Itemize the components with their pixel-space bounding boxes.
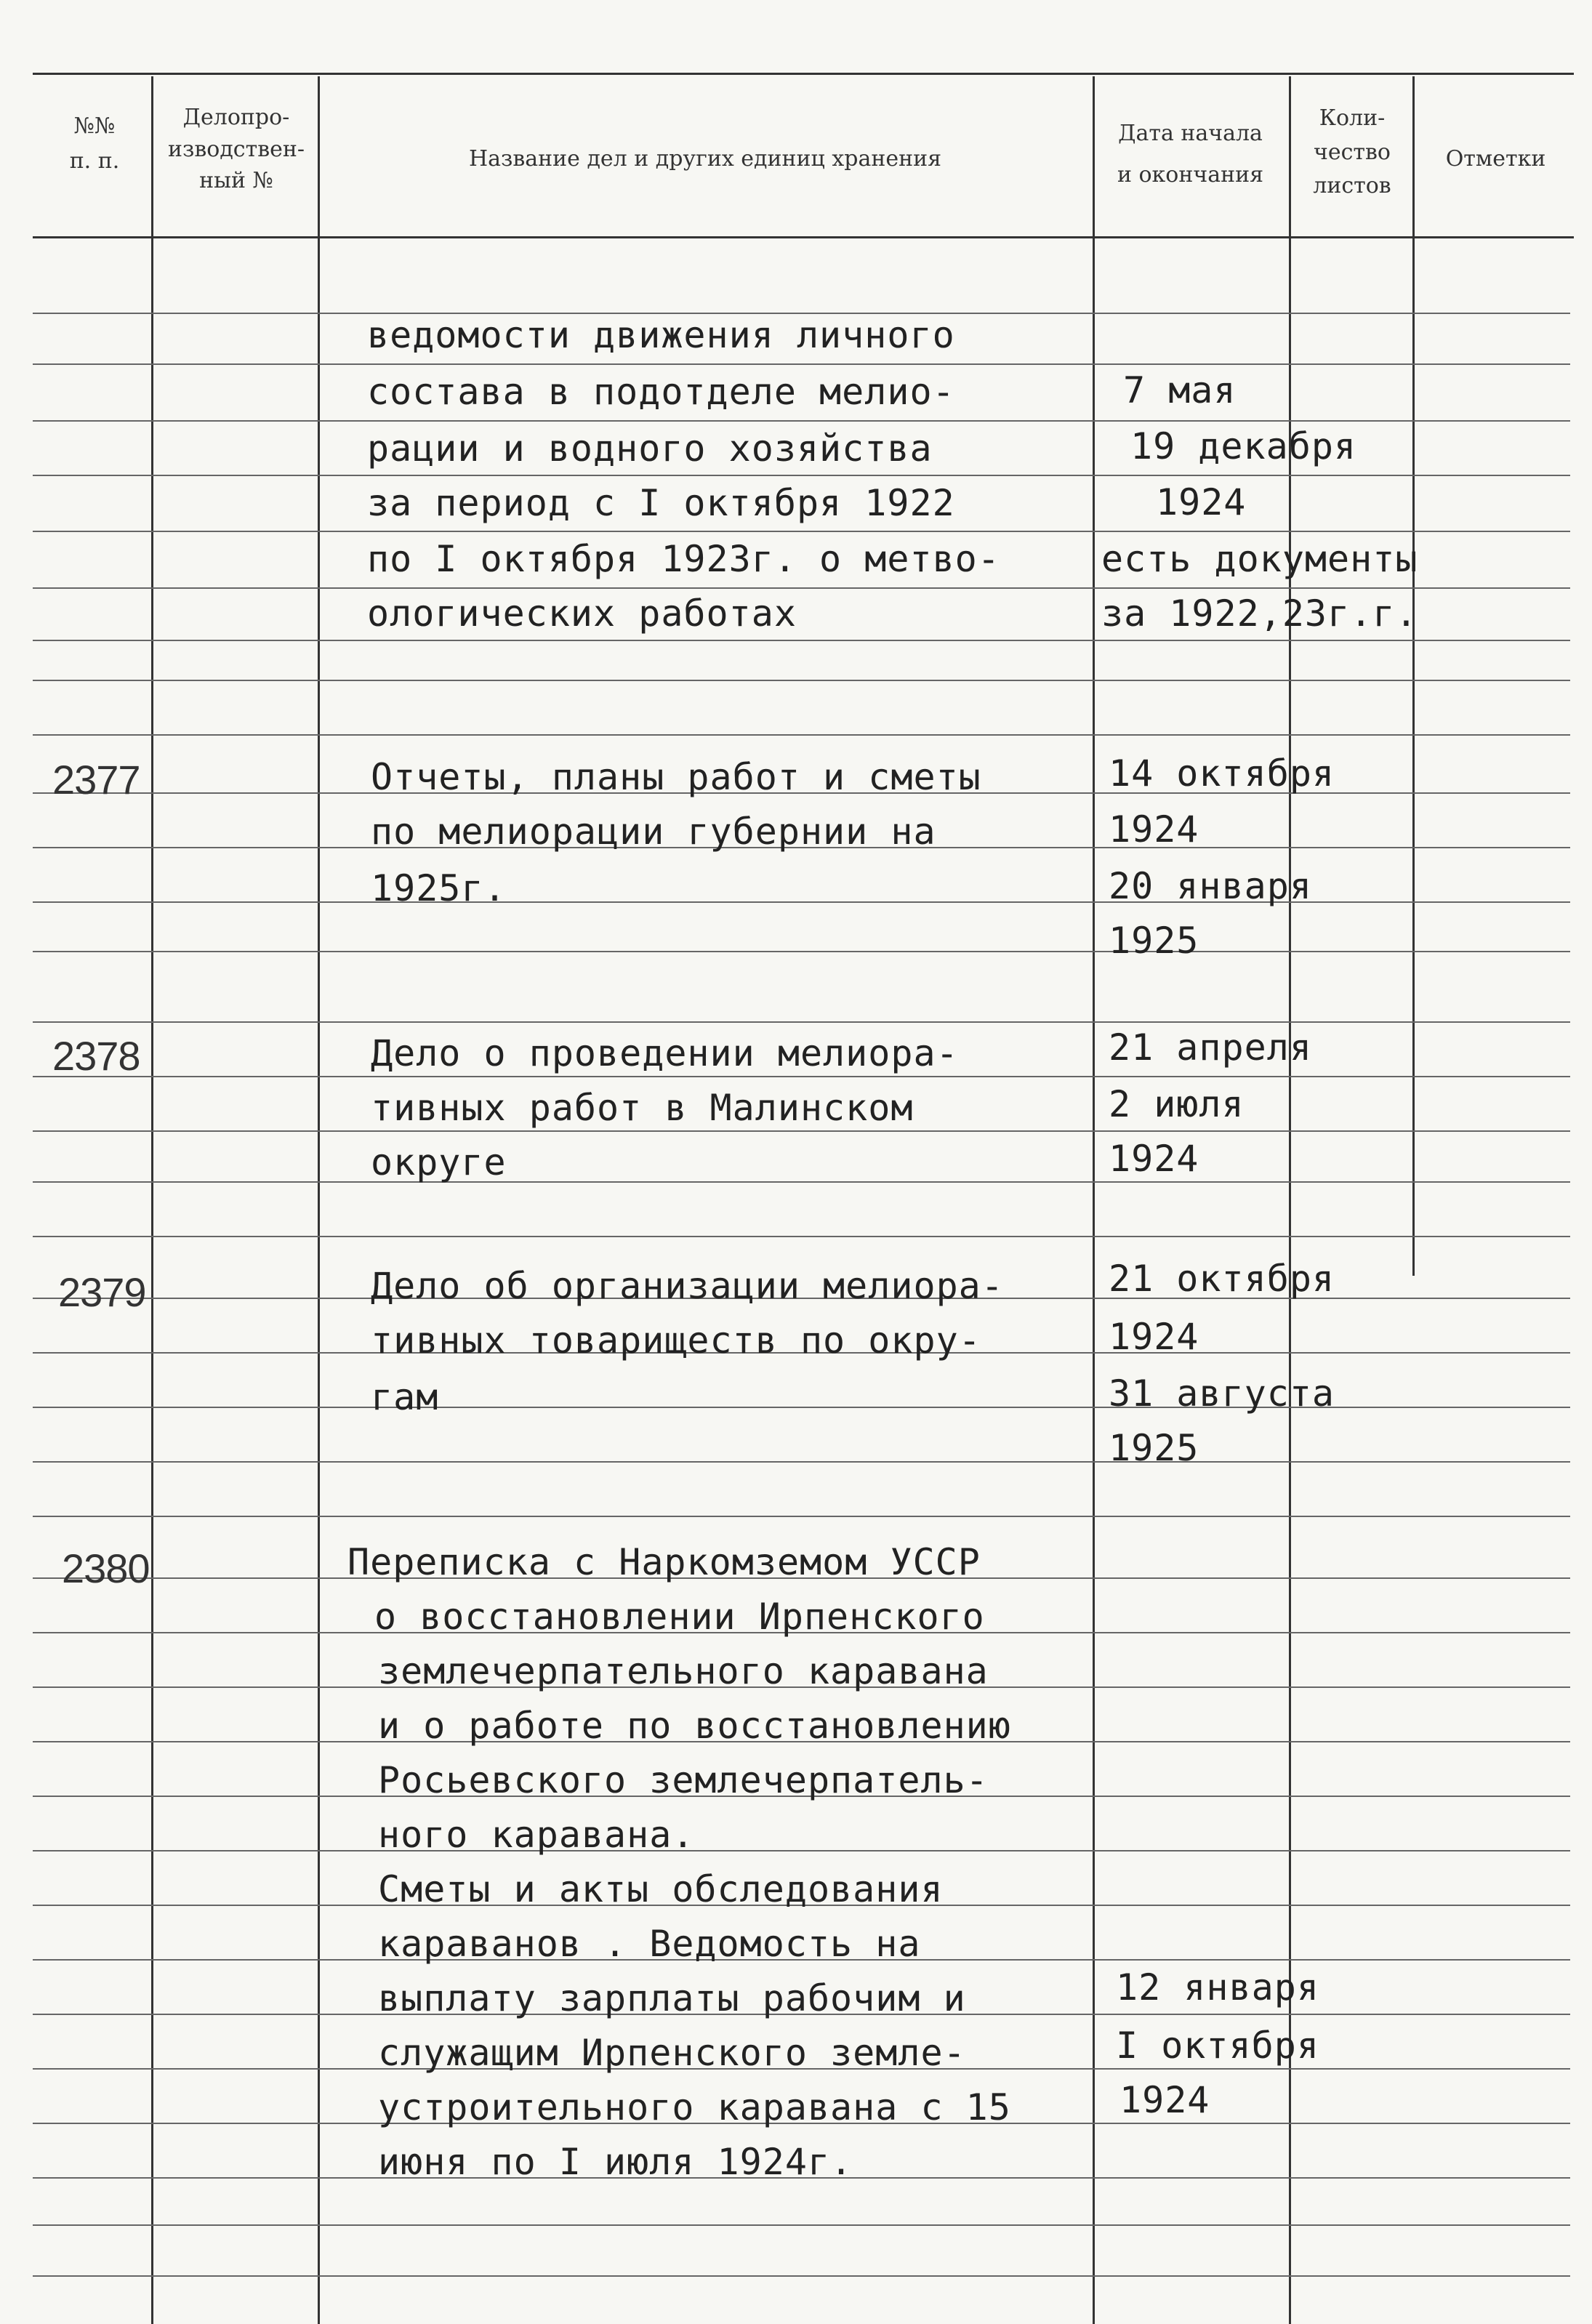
entry-number: 2379 [58,1269,146,1315]
date-line: 2 июля [1109,1083,1245,1125]
entry-number: 2380 [62,1545,150,1591]
column-divider [1412,76,1415,1276]
title-line: Переписка с Наркомземом УССР [347,1541,981,1583]
ledger-rule [33,2224,1570,2226]
title-line: ного каравана. [378,1814,695,1856]
title-line: тивных товариществ по окру- [371,1319,981,1362]
ledger-rule [33,734,1570,736]
ledger-rule [33,1516,1570,1517]
title-line: тивных работ в Малинском [371,1087,914,1129]
title-line: за период с I октября 1922 [367,482,955,524]
ledger-rule [33,1407,1570,1408]
ledger-rule [33,531,1570,532]
header-col-title: Название дел и других единиц хранения [468,146,942,172]
date-line: 31 августа [1109,1372,1335,1415]
header-col-dates: Дата начала и окончания [1117,121,1264,188]
title-line: ведомости движения личного [367,314,955,356]
header-col-sheets: Коли- чество листов [1313,105,1391,198]
date-line: 1924 [1109,1316,1199,1358]
title-line: июня по I июля 1924г. [378,2141,853,2183]
date-line: 1924 [1156,481,1247,523]
date-line: за 1922,23г.г. [1101,592,1418,635]
date-line: 14 октября [1109,752,1335,795]
date-line: 7 мая [1123,369,1237,411]
title-line: караванов . Ведомость на [378,1923,921,1965]
title-line: Росьевского землечерпатель- [378,1759,989,1801]
header-bottom-rule [33,236,1574,238]
header-top-rule [33,73,1574,75]
ledger-rule [33,680,1570,681]
date-line: 1925 [1109,920,1199,962]
date-line: 19 декабря [1130,425,1357,467]
entry-number: 2377 [52,757,140,803]
column-divider [151,76,153,2324]
header-col-number: №№ п. п. [69,113,120,174]
column-divider [1093,76,1095,2324]
ledger-rule [33,1236,1570,1237]
ledger-rule [33,475,1570,476]
date-line: 1924 [1109,808,1199,851]
ledger-rule [33,420,1570,422]
ledger-rule [33,1076,1570,1077]
header-col-notes: Отметки [1445,146,1546,172]
ledger-rule [33,587,1570,589]
header-col-case-number: Делопро- изводствен- ный № [168,105,305,193]
ledger-rule [33,1021,1570,1023]
title-line: 1925г. [371,867,507,909]
ledger-rule [33,1181,1570,1183]
title-line: округе [371,1141,507,1183]
title-line: гам [371,1376,439,1418]
title-line: и о работе по восстановлению [378,1705,1011,1747]
title-line: по I октября 1923г. о метво- [367,538,1000,580]
title-line: состава в подотделе мелио- [367,371,955,413]
title-line: рации и водного хозяйства [367,427,933,470]
date-line: 1924 [1119,2079,1210,2121]
title-line: устроительного каравана с 15 [378,2086,1011,2128]
date-line: 12 января [1116,1966,1319,2009]
entry-number: 2378 [52,1033,140,1079]
title-line: по мелиорации губернии на [371,811,936,853]
ledger-rule [33,2275,1570,2277]
date-line: 21 апреля [1109,1026,1312,1069]
title-line: ологических работах [367,592,797,635]
ledger-rule [33,640,1570,641]
title-line: землечерпательного каравана [378,1650,989,1692]
date-line: есть документы [1101,538,1418,580]
ledger-rule [33,1130,1570,1132]
title-line: Дело об организации мелиора- [371,1265,1004,1307]
ledger-rule [33,1461,1570,1463]
date-line: 20 января [1109,865,1312,907]
ledger-rule [33,363,1570,365]
title-line: Дело о проведении мелиора- [371,1032,959,1074]
ledger-rule [33,951,1570,952]
title-line: о восстановлении Ирпенского [374,1596,985,1638]
title-line: Отчеты, планы работ и сметы [371,756,981,798]
date-line: I октября [1116,2025,1319,2067]
title-line: выплату зарплаты рабочим и [378,1977,966,2019]
date-line: 1925 [1109,1427,1199,1469]
column-divider [318,76,320,2324]
date-line: 1924 [1109,1138,1199,1180]
title-line: служащим Ирпенского земле- [378,2032,966,2074]
date-line: 21 октября [1109,1258,1335,1300]
ledger-rule [33,1850,1570,1851]
title-line: Сметы и акты обследования [378,1868,944,1910]
ledger-rule [33,901,1570,903]
